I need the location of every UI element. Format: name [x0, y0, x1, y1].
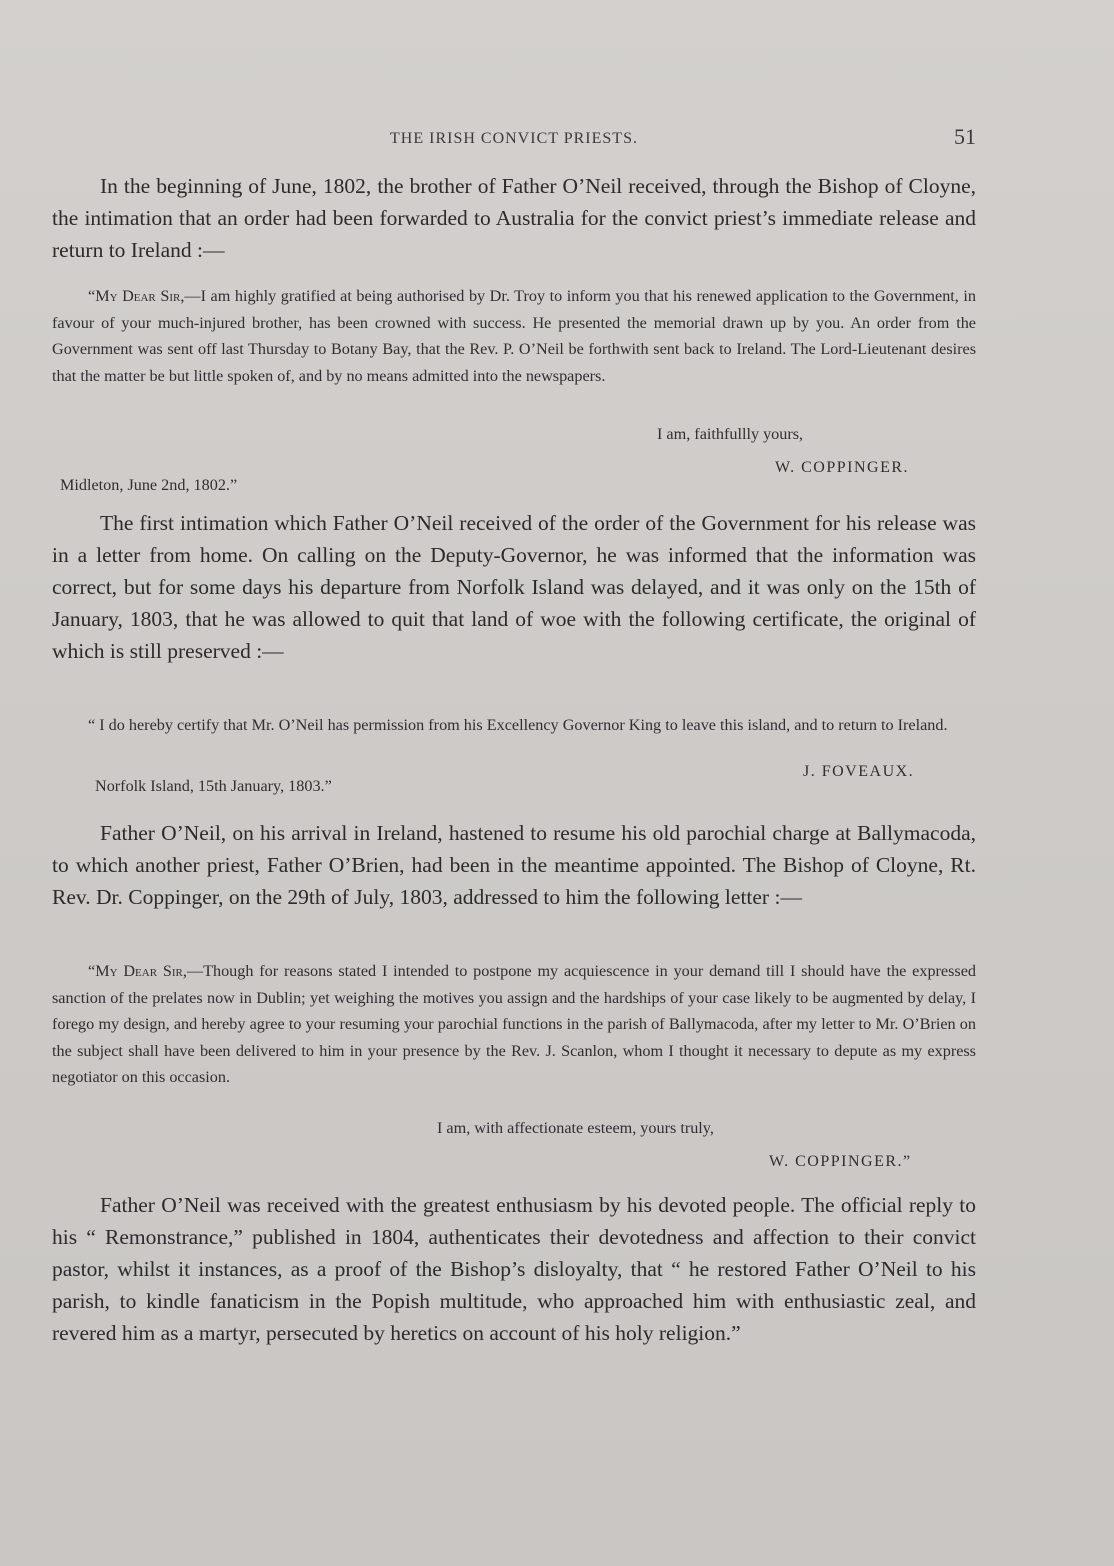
- certificate-signature: J. FOVEAUX.: [803, 763, 915, 780]
- letter-closing: I am, faithfullly yours,: [657, 425, 804, 443]
- letter-salutation: My Dear Sir: [95, 962, 183, 980]
- certificate-text: “ I do hereby certify that Mr. O’Neil has permission from his Excellency Governor King to leave this island, and to return to Ireland.: [88, 716, 948, 734]
- page-number: 51: [954, 124, 976, 149]
- paragraph-release-intimation: In the beginning of June, 1802, the brother of Father O’Neil received, through the Bishop of Cloyne, the intimation that an order had been forwarded to Australia for the convict priest’s immediate release and return to Ireland :—: [52, 174, 976, 262]
- letter-closing: I am, with affectionate esteem, yours truly,: [437, 1119, 714, 1137]
- letter-coppinger-1: [52, 283, 976, 389]
- letter-body: ,—I am highly gratified at being authorised by Dr. Troy to inform you that his renewed application to the Government, in favour of your much-injured brother, has been crowned with success. He presented the memorial drawn up by you. An order from the Government was sent off last Thursday to Botany Bay, that the Rev. P. O’Neil be forthwith sent back to Ireland. The Lord-Lieutenant desires that the matter be but little spoken of, and by no means admitted into the newspapers.: [52, 287, 976, 385]
- letter-coppinger-2: [52, 958, 976, 1091]
- paragraph-reception: Father O’Neil was received with the greatest enthusiasm by his devoted people. The official reply to his “ Remonstrance,” published in 1804, authenticates their devotedness and affection to their convict pastor, whilst it instances, as a proof of the Bishop’s disloyalty, that “ he restored Father O’Neil to his parish, to kindle fanaticism in the Popish multitude, who approached him with enthusiastic zeal, and revered him as a martyr, persecuted by heretics on account of his holy religion.”: [52, 1193, 976, 1345]
- letter-place-date: Midleton, June 2nd, 1802.”: [60, 476, 238, 494]
- letter-salutation: My Dear Sir: [95, 287, 181, 305]
- page-header: [52, 124, 976, 154]
- paragraph-arrival-ireland: Father O’Neil, on his arrival in Ireland, hastened to resume his old parochial charge at Ballymacoda, to which another priest, Father O’Brien, had been in the meantime appointed. The Bishop of Cloyne, Rt. Rev. Dr. Coppinger, on the 29th of July, 1803, addressed to him the following letter :—: [52, 821, 976, 909]
- certificate-place-date: Norfolk Island, 15th January, 1803.”: [95, 777, 332, 795]
- running-head: THE IRISH CONVICT PRIESTS.: [390, 130, 638, 147]
- paragraph-first-intimation: The first intimation which Father O’Neil received of the order of the Government for his release was in a letter from home. On calling on the Deputy-Governor, he was informed that the information was correct, but for some days his departure from Norfolk Island was delayed, and it was only on the 15th of January, 1803, that he was allowed to quit that land of woe with the following certificate, the original of which is still preserved :—: [52, 511, 976, 663]
- letter-signature: W. COPPINGER.”: [769, 1153, 912, 1170]
- letter-signature: W. COPPINGER.: [775, 459, 910, 476]
- letter-opening-quote: “: [88, 287, 96, 305]
- letter-opening-quote: “: [88, 962, 96, 980]
- letter-body: ,—Though for reasons stated I intended to postpone my acquiescence in your demand till I should have the expressed sanction of the prelates now in Dublin; yet weighing the motives you assign and the hardships of your case likely to be augmented by delay, I forego my design, and hereby agree to your resuming your parochial functions in the parish of Ballymacoda, after my letter to Mr. O’Brien on the subject shall have been delivered to him in your presence by the Rev. J. Scanlon, whom I thought it necessary to depute as my express negotiator on this occasion.: [52, 962, 976, 1086]
